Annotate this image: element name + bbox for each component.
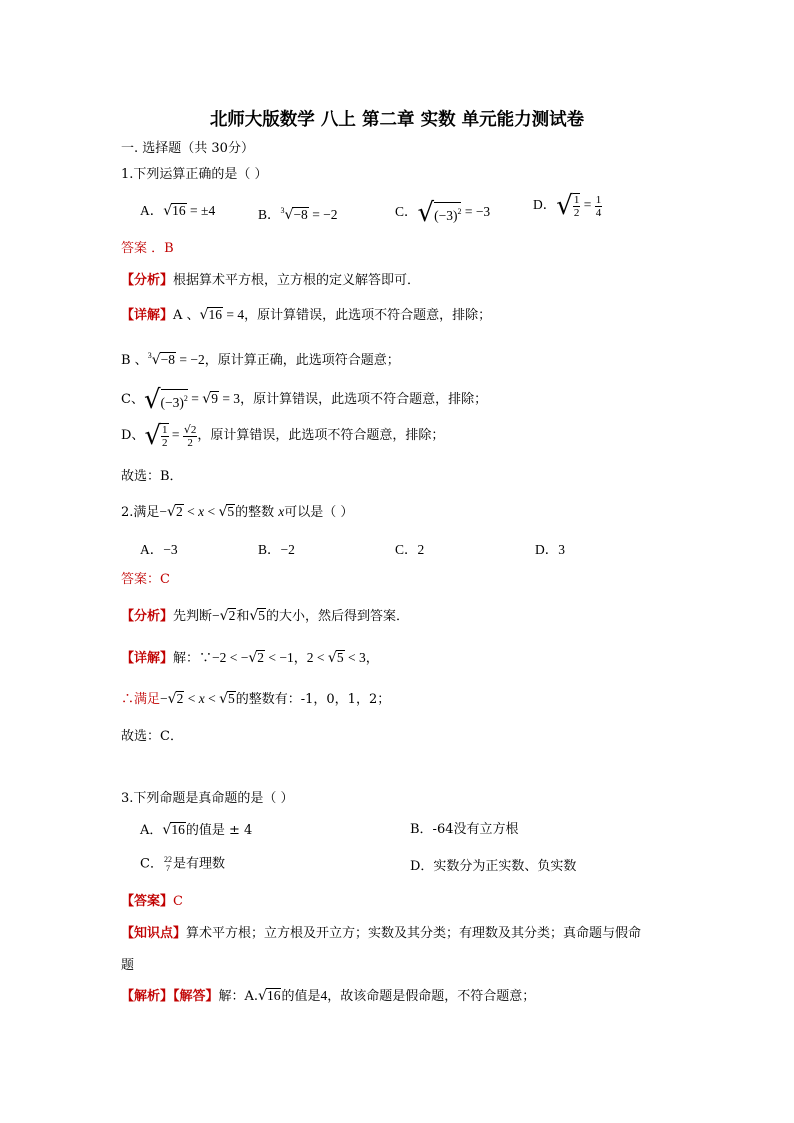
- q2-conclusion: 故选：C．: [121, 729, 183, 744]
- q1-detail-d: D、√ $\frac{1}{2}$ = $\frac{√2}{2}$ ，原计算错误，此选项不符合题意，排除；: [121, 421, 445, 451]
- q1-option-b: B．$^3$√−8 = −2: [258, 206, 338, 223]
- q1-stem: 1.下列运算正确的是（ ）: [121, 167, 268, 182]
- q1-detail-a: 【详解】A 、√16 = 4，原计算错误，此选项不符合题意，排除；: [121, 307, 492, 323]
- q1-detail-c: C、$√(-3)^2 = √9 = 3$，原计算错误，此选项不符合题意，排除；: [121, 385, 488, 415]
- q3-stem: 3.下列命题是真命题的是（ ）: [121, 791, 294, 806]
- q2-answer: 答案：C: [121, 572, 170, 587]
- q2-stem: 2.满足−√2 < x < √5的整数 x可以是（ ）: [121, 504, 354, 520]
- q2-option-b: B．−2: [258, 542, 295, 557]
- q3-solution: 【解析】【解答】解：A.√16的值是4，故该命题是假命题，不符合题意；: [121, 988, 536, 1004]
- section-heading: 一. 选择题（共 30分）: [121, 141, 254, 156]
- q3-knowledge-cont: 题: [121, 958, 135, 973]
- q1-answer: 答案 ．B: [121, 241, 174, 256]
- q2-option-a: A．−3: [140, 542, 178, 557]
- q1-option-c: C．$√(-3)^2 = -3$: [395, 198, 491, 228]
- q1-analysis: 【分析】根据算术平方根，立方根的定义解答即可．: [121, 273, 421, 288]
- q3-knowledge: 【知识点】算术平方根；立方根及开立方；实数及其分类；有理数及其分类；真命题与假命: [121, 926, 642, 941]
- q3-option-c: C． 22 7 是有理数: [140, 855, 225, 873]
- q2-detail: 【详解】解：∵−2 < −√2 < −1，2 < √5 < 3，: [121, 650, 379, 666]
- q1-detail-b: B 、$^3$√−8 = −2，原计算正确，此选项符合题意；: [121, 351, 400, 368]
- q2-option-c: C．2: [395, 542, 425, 557]
- q3-option-a: A．√16的值是 ± 4: [140, 822, 253, 838]
- q3-answer: 【答案】C: [121, 894, 183, 909]
- q1-conclusion: 故选：B．: [121, 469, 183, 484]
- q3-option-d: D．实数分为正实数、负实数: [410, 859, 577, 874]
- q1-option-d: D．√ $\frac{1}{2}$ = $\frac{1}{4}$: [533, 191, 602, 221]
- q2-detail-line2: ∴满足−√2 < x < √5的整数有：-1，0，1，2；: [121, 691, 391, 707]
- page-title: 北师大版数学 八上 第二章 实数 单元能力测试卷: [209, 110, 585, 130]
- q1-option-a: A．√16 = ±4: [140, 203, 216, 219]
- q2-option-d: D．3: [535, 542, 565, 557]
- q3-option-b: B．-64没有立方根: [410, 822, 519, 837]
- q2-analysis: 【分析】先判断−√2和√5的大小，然后得到答案．: [121, 608, 410, 624]
